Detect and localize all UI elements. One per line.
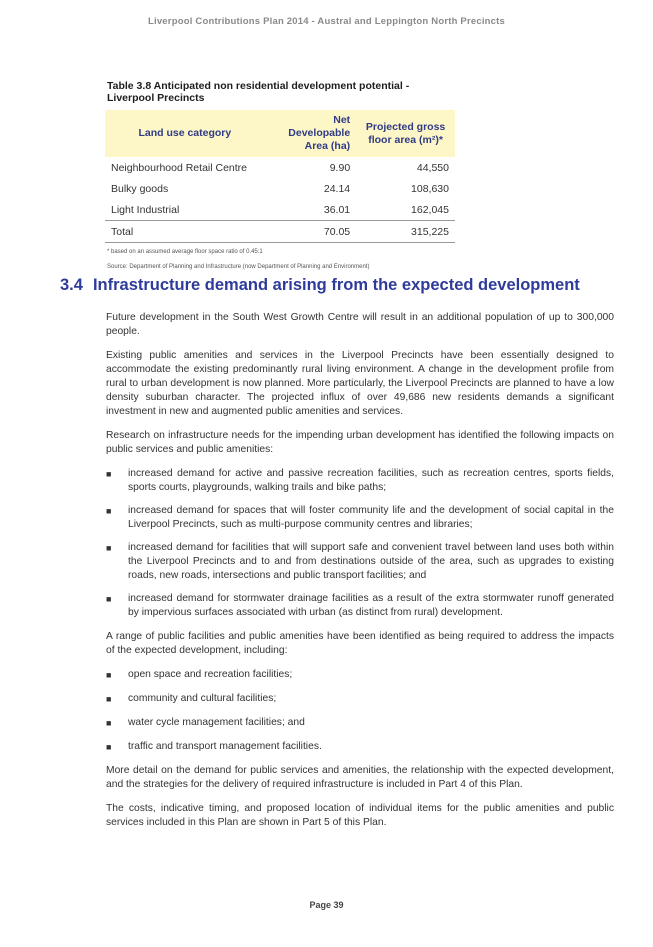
paragraph: More detail on the demand for public services and amenities, the relationship with the expected development, and the strategies for the delivery of required infrastructure is included in Part 4 of this Plan. <box>106 765 614 790</box>
facilities-list <box>106 668 614 754</box>
cell-category: Light Industrial <box>111 203 180 216</box>
table-title: Table 3.8 Anticipated non residential development potential - Liverpool Precincts <box>107 80 410 104</box>
bullet-icon: ■ <box>106 469 112 479</box>
section-body <box>106 311 614 840</box>
cell-gfa: 44,550 <box>416 161 449 174</box>
table-row <box>105 199 455 221</box>
list-item <box>106 740 614 754</box>
column-header-area: Net Developable Area (ha) <box>265 110 356 157</box>
list-item-text: open space and recreation facilities; <box>128 669 293 680</box>
bullet-icon: ■ <box>106 594 112 604</box>
list-item <box>106 467 614 495</box>
table-row <box>105 178 455 199</box>
list-item-text: community and cultural facilities; <box>128 693 277 704</box>
section-heading <box>60 276 580 295</box>
cell-gfa: 108,630 <box>411 182 449 195</box>
bullet-icon: ■ <box>106 718 112 728</box>
cell-gfa: 162,045 <box>411 203 449 216</box>
paragraph: Future development in the South West Growth Centre will result in an additional population of up to 300,000 people. <box>106 312 614 337</box>
cell-category: Bulky goods <box>111 182 169 195</box>
table-block <box>105 80 455 270</box>
cell-total-gfa: 315,225 <box>356 221 455 243</box>
list-item-text: increased demand for facilities that will support safe and convenient travel between land uses both within the Liverpool Precincts and to and from destinations outside of the area, such as upgrades to existing roads, new roads, intersections and public transport facilities; and <box>128 542 614 581</box>
bullet-icon: ■ <box>106 694 112 704</box>
development-table <box>105 110 455 243</box>
section-number: 3.4 <box>60 276 83 294</box>
paragraph: A range of public facilities and public amenities have been identified as being required to address the impacts of the expected development, including: <box>106 631 614 656</box>
bullet-icon: ■ <box>106 506 112 516</box>
bullet-icon: ■ <box>106 670 112 680</box>
table-source: Source: Department of Planning and Infrastructure (now Department of Planning and Environment) <box>107 264 370 270</box>
list-item <box>106 668 614 682</box>
list-item <box>106 541 614 583</box>
list-item-text: increased demand for spaces that will foster community life and the development of social capital in the Liverpool Precincts, such as multi-purpose community centres and libraries; <box>128 505 614 530</box>
column-header-category: Land use category <box>105 110 265 157</box>
list-item-text: water cycle management facilities; and <box>128 717 305 728</box>
list-item <box>106 716 614 730</box>
table-note: * based on an assumed average floor space ratio of 0.45:1 <box>107 249 263 255</box>
table-total-row <box>105 221 455 243</box>
list-item-text: increased demand for stormwater drainage facilities as a result of the extra stormwater runoff generated by impervious surfaces associated with urban (as distinct from rural) development. <box>128 593 614 618</box>
running-header: Liverpool Contributions Plan 2014 - Austral and Leppington North Precincts <box>147 16 505 27</box>
bullet-icon: ■ <box>106 543 112 553</box>
list-item <box>106 504 614 532</box>
page-number: Page 39 <box>309 900 344 910</box>
list-item-text: increased demand for active and passive recreation facilities, such as recreation centres, sports fields, sports courts, playgrounds, walking trails and bike paths; <box>128 468 614 493</box>
list-item-text: traffic and transport management facilities. <box>128 741 322 752</box>
table-row <box>105 157 455 178</box>
bullet-icon: ■ <box>106 742 112 752</box>
cell-area: 24.14 <box>323 182 351 195</box>
cell-total-area: 70.05 <box>265 221 356 243</box>
column-header-gfa: Projected gross floor area (m²)* <box>356 110 455 157</box>
paragraph: Research on infrastructure needs for the impending urban development has identified the following impacts on public services and public amenities: <box>106 430 614 455</box>
table-header-row <box>105 110 455 157</box>
cell-total-label: Total <box>105 221 265 243</box>
paragraph: The costs, indicative timing, and proposed location of individual items for the public amenities and public services included in this Plan are shown in Part 5 of this Plan. <box>106 803 614 828</box>
cell-area: 36.01 <box>323 203 351 216</box>
section-title: Infrastructure demand arising from the expected development <box>92 276 580 294</box>
paragraph: Existing public amenities and services in the Liverpool Precincts have been essentially designed to accommodate the existing predominantly rural living environment. A change in the development profile from rural to urban development is now planned. More particularly, the Liverpool Precincts are planned to have a low density suburban character. The projected influx of over 49,686 new residents demands a significant investment in new and augmented public amenities and services. <box>106 350 614 417</box>
cell-area: 9.90 <box>329 161 351 174</box>
cell-category: Neighbourhood Retail Centre <box>111 161 248 174</box>
impacts-list <box>106 467 614 620</box>
list-item <box>106 692 614 706</box>
list-item <box>106 592 614 620</box>
